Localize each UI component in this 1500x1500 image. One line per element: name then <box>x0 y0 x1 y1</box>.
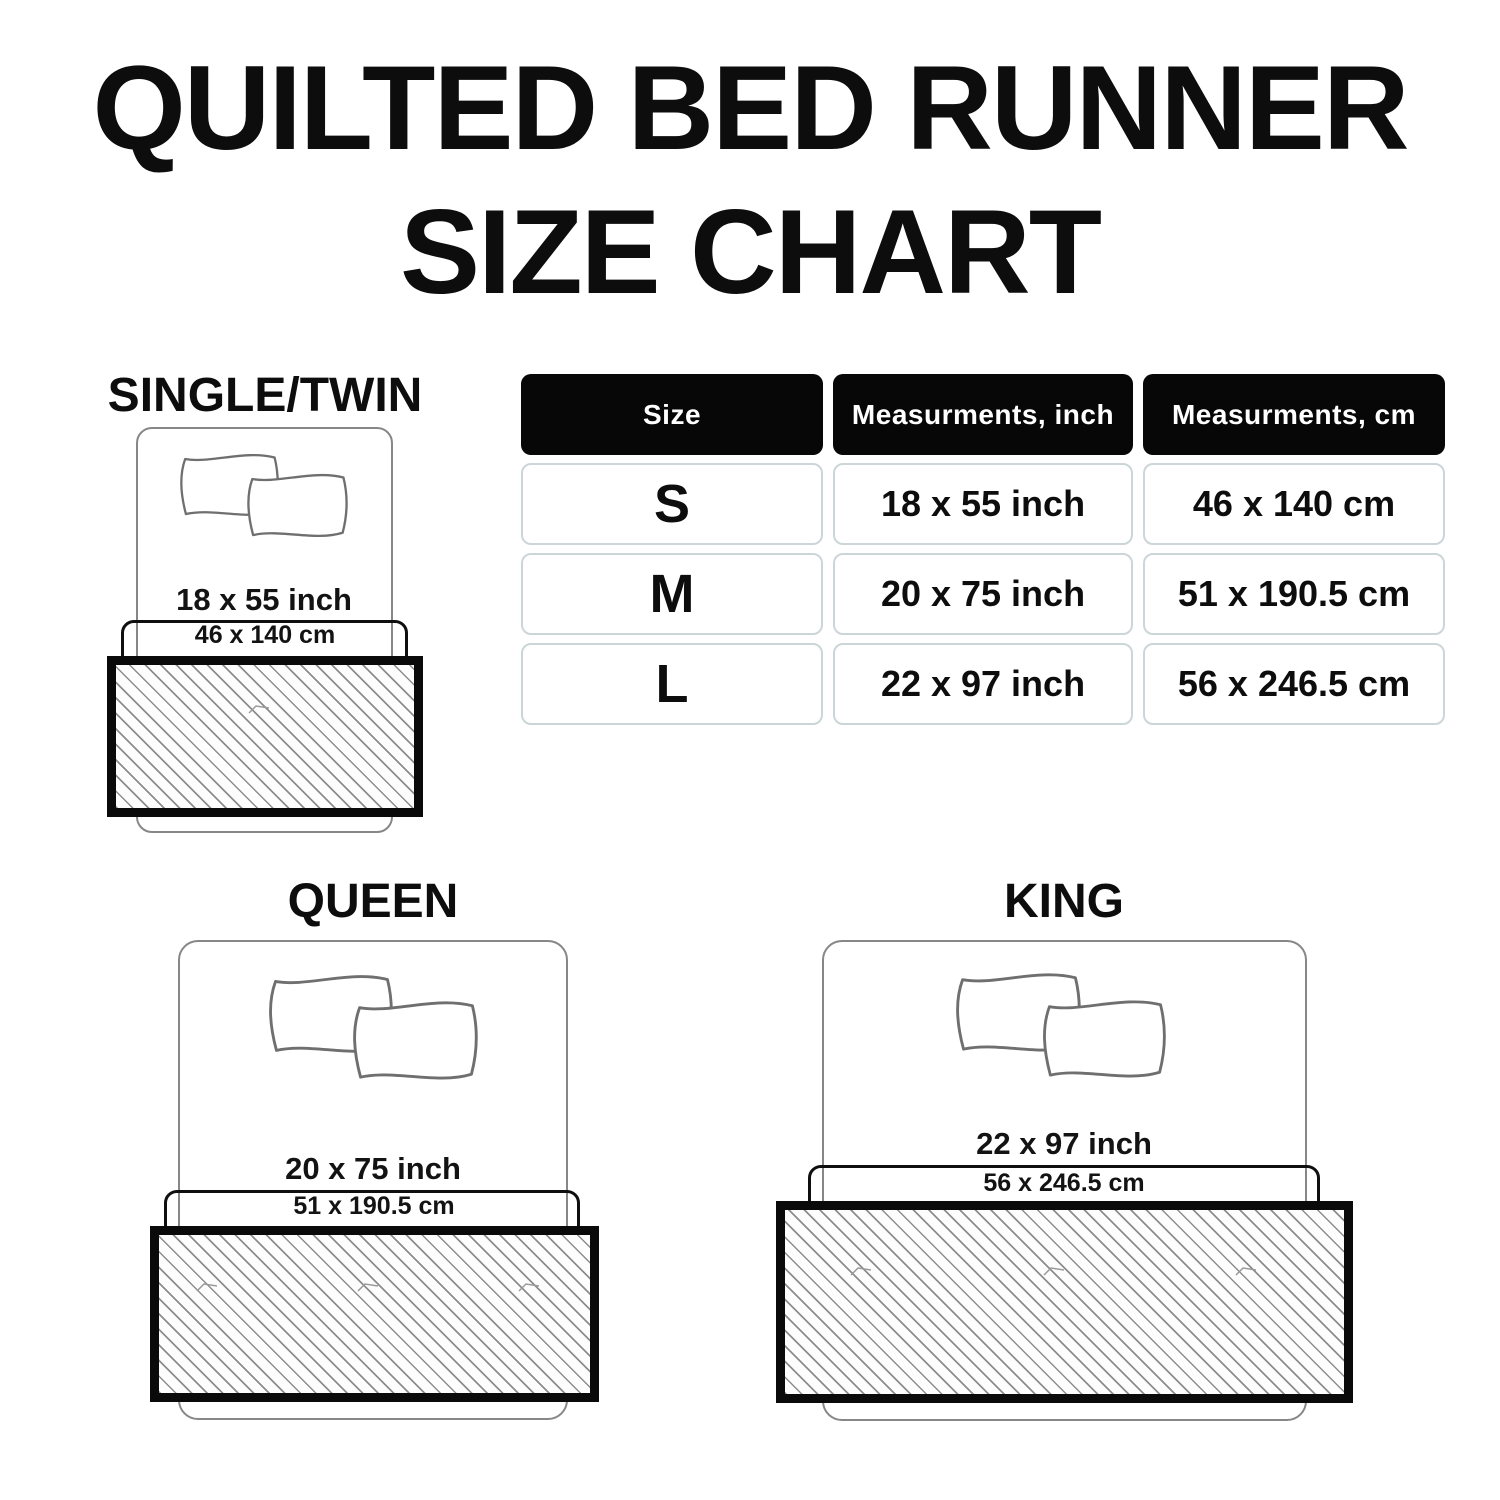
table-cell-s-size: S <box>521 463 823 545</box>
table-cell-m-inch: 20 x 75 inch <box>833 553 1133 635</box>
king-runner-swatch <box>776 1201 1353 1403</box>
single-runner-swatch <box>107 656 423 817</box>
table-header-cm: Measurments, cm <box>1143 374 1445 455</box>
queen-inch-dimension: 20 x 75 inch <box>285 1151 461 1186</box>
table-cell-s-cm: 46 x 140 cm <box>1143 463 1445 545</box>
page-title-line-2: SIZE CHART <box>400 185 1100 319</box>
table-header-inch: Measurments, inch <box>833 374 1133 455</box>
quilt-stitch-mark <box>518 1280 540 1294</box>
table-cell-s-inch: 18 x 55 inch <box>833 463 1133 545</box>
quilt-stitch-mark <box>850 1264 872 1278</box>
queen-cm-dimension: 51 x 190.5 cm <box>293 1192 455 1220</box>
quilt-stitch-mark <box>248 702 270 716</box>
size-table <box>521 374 1445 725</box>
single-cm-dimension: 46 x 140 cm <box>194 621 336 649</box>
single-twin-label: SINGLE/TWIN <box>107 369 423 422</box>
quilt-stitch-mark <box>1235 1264 1257 1278</box>
quilt-stitch-mark <box>196 1280 218 1294</box>
queen-runner-swatch <box>150 1226 599 1402</box>
king-inch-dimension: 22 x 97 inch <box>976 1126 1152 1161</box>
quilt-stitch-mark <box>1043 1264 1065 1278</box>
pillow-icon <box>348 992 483 1089</box>
table-cell-l-cm: 56 x 246.5 cm <box>1143 643 1445 725</box>
table-cell-l-inch: 22 x 97 inch <box>833 643 1133 725</box>
queen-label: QUEEN <box>287 875 459 928</box>
page-title-line-1: QUILTED BED RUNNER <box>92 41 1408 175</box>
table-header-size: Size <box>521 374 823 455</box>
table-cell-l-size: L <box>521 643 823 725</box>
table-cell-m-size: M <box>521 553 823 635</box>
king-label: KING <box>1004 875 1124 928</box>
king-cm-dimension: 56 x 246.5 cm <box>983 1169 1145 1197</box>
pillow-icon <box>1038 990 1171 1088</box>
quilt-stitch-mark <box>357 1280 379 1294</box>
table-cell-m-cm: 51 x 190.5 cm <box>1143 553 1445 635</box>
single-inch-dimension: 18 x 55 inch <box>176 582 352 617</box>
pillow-icon <box>243 466 352 545</box>
